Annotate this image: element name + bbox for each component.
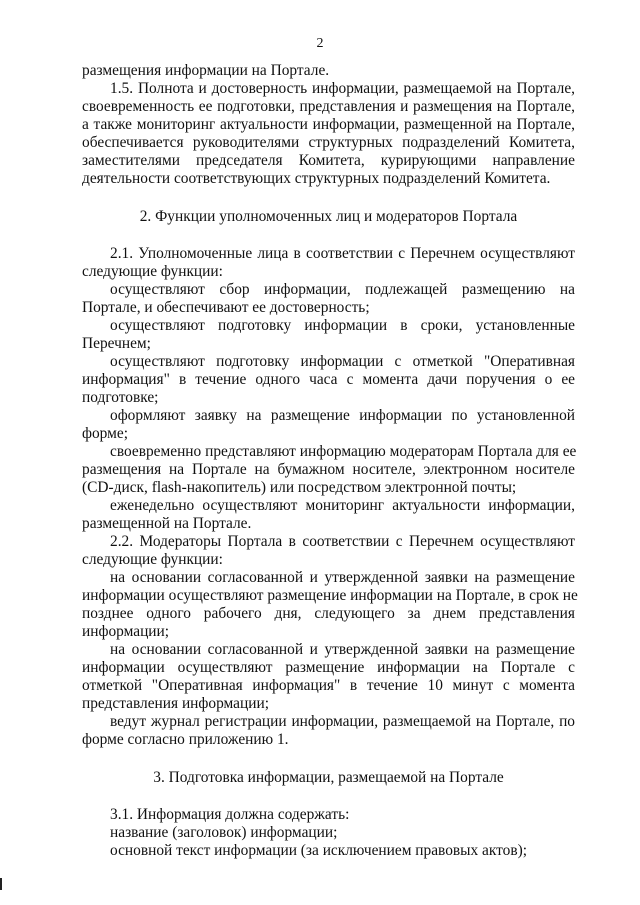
text-line: размещения информации на Портале. [82,62,330,79]
text-line: 3.1. Информация должна содержать: [110,806,350,823]
text-line: осуществляют подготовку информации в сроки, установленные [110,317,575,334]
text-line: Перечнем; [82,335,151,352]
text-line: основной текст информации (за исключением правовых актов); [110,842,528,859]
text-line: подготовке; [82,389,159,406]
text-line: позднее одного рабочего дня, следующего за днем представления [82,605,575,622]
text-line: на основании согласованной и утвержденной заявки на размещение [110,641,575,658]
text-line: осуществляют подготовку информации с отметкой "Оперативная [110,353,575,370]
text-line: информации; [82,623,170,640]
page-number: 2 [316,36,324,51]
text-line: еженедельно осуществляют мониторинг актуальности информации, [110,497,575,514]
text-line: своевременно представляют информацию модераторам Портала для ее [110,443,577,460]
text-line: ведут журнал регистрации информации, размещаемой на Портале, по [110,713,575,730]
text-line: деятельности соответствующих структурных подразделений Комитета. [82,170,551,187]
text-line: информации осуществляют размещение информации на Портале, в срок не [82,587,578,604]
section-heading: 3. Подготовка информации, размещаемой на Портале [153,769,504,786]
text-line: (CD-диск, flash-накопитель) или посредством электронной почты; [82,479,517,496]
text-line: своевременность ее подготовки, представления и размещения на Портале, [82,98,575,115]
text-line: обеспечивается руководителями структурных подразделений Комитета, [82,134,575,151]
section-heading: 2. Функции уполномоченных лиц и модераторов Портала [139,208,518,225]
text-line: осуществляют сбор информации, подлежащей размещению на [110,281,575,298]
text-line: форме; [82,425,128,442]
text-line: название (заголовок) информации; [110,824,338,841]
text-line: следующие функции: [82,551,223,568]
text-line: на основании согласованной и утвержденной заявки на размещение [110,569,575,586]
text-line: отметкой "Оперативная информация" в течение 10 минут с момента [82,677,575,694]
text-line: информации осуществляют размещение информации на Портале с [82,659,575,676]
text-line: представления информации; [82,695,269,712]
document-body [82,62,578,860]
text-line: оформляют заявку на размещение информации по установленной [110,407,575,424]
text-line: 2.2. Модераторы Портала в соответствии с Перечнем осуществляют [110,533,575,550]
text-line: размещенной на Портале. [82,515,252,532]
text-line: размещения на Портале на бумажном носителе, электронном носителе [82,461,575,478]
text-line: следующие функции: [82,263,223,280]
text-line: информация" в течение одного часа с момента дачи поручения о ее [82,371,575,388]
text-line: Портале, и обеспечивают ее достоверность; [82,299,370,316]
text-line: заместителями председателя Комитета, курирующими направление [82,152,575,169]
text-line: 1.5. Полнота и достоверность информации, размещаемой на Портале, [110,80,575,97]
text-line: форме согласно приложению 1. [82,731,289,748]
scan-edge-mark [0,878,2,890]
text-line: а также мониторинг актуальности информации, размещенной на Портале, [82,116,575,133]
text-line: 2.1. Уполномоченные лица в соответствии с Перечнем осуществляют [110,245,575,262]
